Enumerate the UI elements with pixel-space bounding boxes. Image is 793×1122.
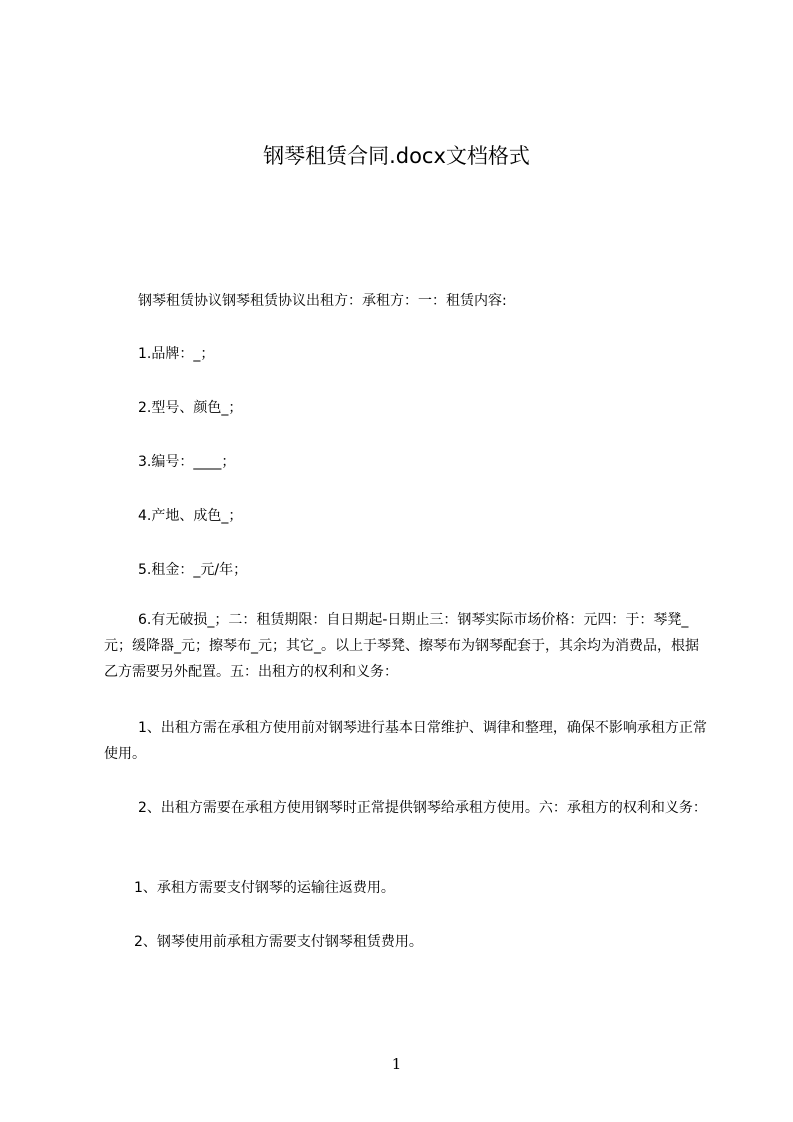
- paragraph-intro: 钢琴租赁协议钢琴租赁协议出租方：承租方：一：租赁内容:: [138, 293, 507, 309]
- paragraph-lessor-duty-1: 1、出租方需在承租方使用前对钢琴进行基本日常维护、调律和整理，确保不影响承租方正常使用。: [104, 720, 707, 762]
- document-title: 钢琴租赁合同.docx文档格式: [263, 144, 530, 168]
- paragraph-item-serial: 3.编号：____；: [138, 454, 236, 470]
- paragraph-item-model-color: 2.型号、颜色_；: [138, 400, 243, 416]
- paragraph-item-origin: 4.产地、成色_；: [138, 508, 243, 524]
- paragraph-lessee-duty-1: 1、承租方需要支付钢琴的运输往返费用。: [134, 880, 395, 896]
- paragraph-item-rent: 5.租金：_元/年；: [138, 562, 248, 578]
- paragraph-lessee-duty-2: 2、钢琴使用前承租方需要支付钢琴租赁费用。: [134, 934, 423, 950]
- page-number: 1: [391, 1055, 402, 1073]
- paragraph-item-brand: 1.品牌：_；: [138, 346, 215, 362]
- paragraph-lessor-duty-2: 2、出租方需要在承租方使用钢琴时正常提供钢琴给承租方使用。六：承租方的权利和义务：: [138, 800, 707, 816]
- paragraph-terms: 6.有无破损_；二：租赁期限：自日期起-日期止三：钢琴实际市场价格：元四：于：琴凳_元；缓降器_元；擦琴布_元；其它_。以上于琴凳、擦琴布为钢琴配套于，其余均为消费品，根据乙方需要另外配置。五：出租方的权利和义务：: [104, 612, 699, 680]
